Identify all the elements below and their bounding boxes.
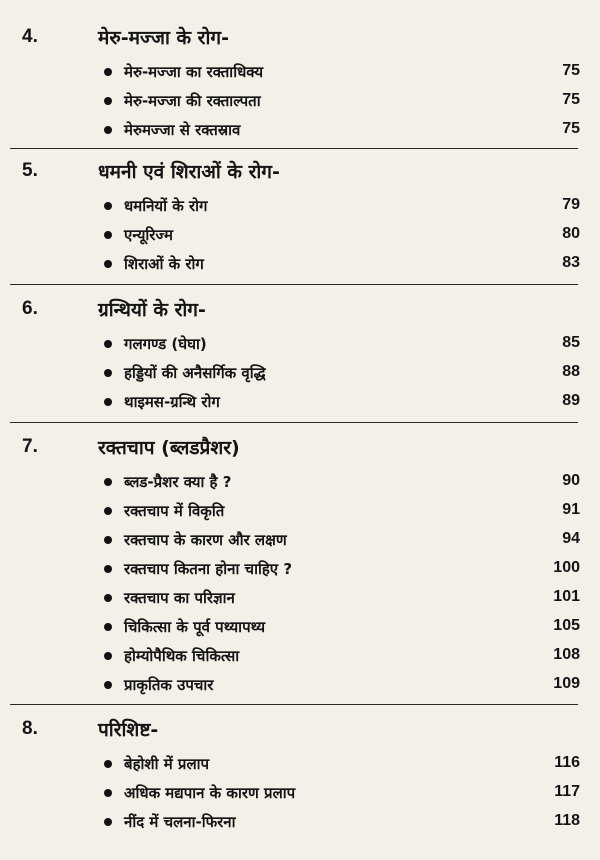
- section-divider: [10, 422, 578, 423]
- item-title: एन्यूरिज्म: [124, 226, 173, 244]
- bullet-icon: [104, 231, 112, 239]
- bullet-icon: [104, 398, 112, 406]
- item-title: होम्योपैथिक चिकित्सा: [124, 647, 240, 665]
- page-number: 80: [562, 225, 580, 242]
- section-title: मेरु-मज्जा के रोग-: [98, 27, 229, 49]
- list-item: [0, 388, 600, 417]
- bullet-icon: [104, 594, 112, 602]
- page-number: 116: [554, 754, 580, 771]
- page-number: 88: [562, 363, 580, 380]
- list-item: [0, 468, 600, 497]
- bullet-icon: [104, 126, 112, 134]
- section-number: 4.: [22, 26, 38, 47]
- list-item: [0, 613, 600, 642]
- list-item: [0, 58, 600, 87]
- list-item: [0, 192, 600, 221]
- list-item: [0, 87, 600, 116]
- list-item: [0, 584, 600, 613]
- list-item: [0, 221, 600, 250]
- page-number: 118: [554, 812, 580, 829]
- page-number: 85: [562, 334, 580, 351]
- list-item: [0, 671, 600, 700]
- item-title: रक्तचाप में विकृति: [124, 502, 225, 520]
- page-number: 108: [553, 646, 580, 663]
- page-number: 101: [553, 588, 580, 605]
- bullet-icon: [104, 789, 112, 797]
- section-number: 5.: [22, 160, 38, 181]
- item-title: हड्डियों की अनैसर्गिक वृद्धि: [124, 364, 266, 382]
- item-title: नींद में चलना-फिरना: [124, 813, 236, 831]
- bullet-icon: [104, 340, 112, 348]
- list-item: [0, 116, 600, 145]
- item-title: मेरु-मज्जा का रक्ताधिक्य: [124, 63, 264, 81]
- bullet-icon: [104, 652, 112, 660]
- bullet-icon: [104, 478, 112, 486]
- bullet-icon: [104, 202, 112, 210]
- list-item: [0, 359, 600, 388]
- page-number: 75: [562, 120, 580, 137]
- bullet-icon: [104, 507, 112, 515]
- page-number: 83: [562, 254, 580, 271]
- section-5: [0, 152, 600, 279]
- section-divider: [10, 148, 578, 149]
- section-title: परिशिष्ट-: [98, 719, 159, 741]
- section-heading: [0, 18, 600, 58]
- section-number: 6.: [22, 298, 38, 319]
- bullet-icon: [104, 97, 112, 105]
- item-title: मेरुमज्जा से रक्तस्राव: [124, 121, 241, 139]
- page-number: 105: [553, 617, 580, 634]
- bullet-icon: [104, 536, 112, 544]
- list-item: [0, 497, 600, 526]
- list-item: [0, 555, 600, 584]
- section-title: ग्रन्थियों के रोग-: [98, 299, 206, 321]
- bullet-icon: [104, 818, 112, 826]
- section-heading: [0, 428, 600, 468]
- bullet-icon: [104, 623, 112, 631]
- list-item: [0, 750, 600, 779]
- bullet-icon: [104, 260, 112, 268]
- section-6: [0, 290, 600, 417]
- item-title: बेहोशी में प्रलाप: [124, 755, 210, 773]
- section-heading: [0, 290, 600, 330]
- section-7: [0, 428, 600, 700]
- page-number: 75: [562, 91, 580, 108]
- item-title: धमनियों के रोग: [124, 197, 208, 215]
- item-title: ब्लड-प्रैशर क्या है ?: [124, 473, 232, 491]
- section-title: रक्तचाप (ब्लडप्रैशर): [98, 437, 240, 459]
- section-heading: [0, 152, 600, 192]
- bullet-icon: [104, 565, 112, 573]
- page-number: 94: [562, 530, 580, 547]
- section-heading: [0, 710, 600, 750]
- section-number: 7.: [22, 436, 38, 457]
- page-number: 91: [562, 501, 580, 518]
- list-item: [0, 808, 600, 837]
- item-title: थाइमस-ग्रन्थि रोग: [124, 393, 220, 411]
- list-item: [0, 330, 600, 359]
- list-item: [0, 526, 600, 555]
- list-item: [0, 250, 600, 279]
- page-number: 89: [562, 392, 580, 409]
- page-number: 79: [562, 196, 580, 213]
- item-title: गलगण्ड (घेघा): [124, 335, 207, 353]
- item-title: शिराओं के रोग: [124, 255, 204, 273]
- page-number: 109: [553, 675, 580, 692]
- bullet-icon: [104, 681, 112, 689]
- bullet-icon: [104, 369, 112, 377]
- page-number: 90: [562, 472, 580, 489]
- section-divider: [10, 704, 578, 705]
- item-title: मेरु-मज्जा की रक्ताल्पता: [124, 92, 261, 110]
- bullet-icon: [104, 760, 112, 768]
- bullet-icon: [104, 68, 112, 76]
- section-title: धमनी एवं शिराओं के रोग-: [98, 161, 280, 183]
- item-title: प्राकृतिक उपचार: [124, 676, 214, 694]
- item-title: रक्तचाप का परिज्ञान: [124, 589, 235, 607]
- section-8: [0, 710, 600, 837]
- item-title: अधिक मद्यपान के कारण प्रलाप: [124, 784, 296, 802]
- item-title: रक्तचाप के कारण और लक्षण: [124, 531, 287, 549]
- section-4: [0, 18, 600, 145]
- list-item: [0, 642, 600, 671]
- page-number: 100: [553, 559, 580, 576]
- list-item: [0, 779, 600, 808]
- section-number: 8.: [22, 718, 38, 739]
- page-number: 75: [562, 62, 580, 79]
- item-title: रक्तचाप कितना होना चाहिए ?: [124, 560, 293, 578]
- section-divider: [10, 284, 578, 285]
- page-number: 117: [554, 783, 580, 800]
- item-title: चिकित्सा के पूर्व पथ्यापथ्य: [124, 618, 266, 636]
